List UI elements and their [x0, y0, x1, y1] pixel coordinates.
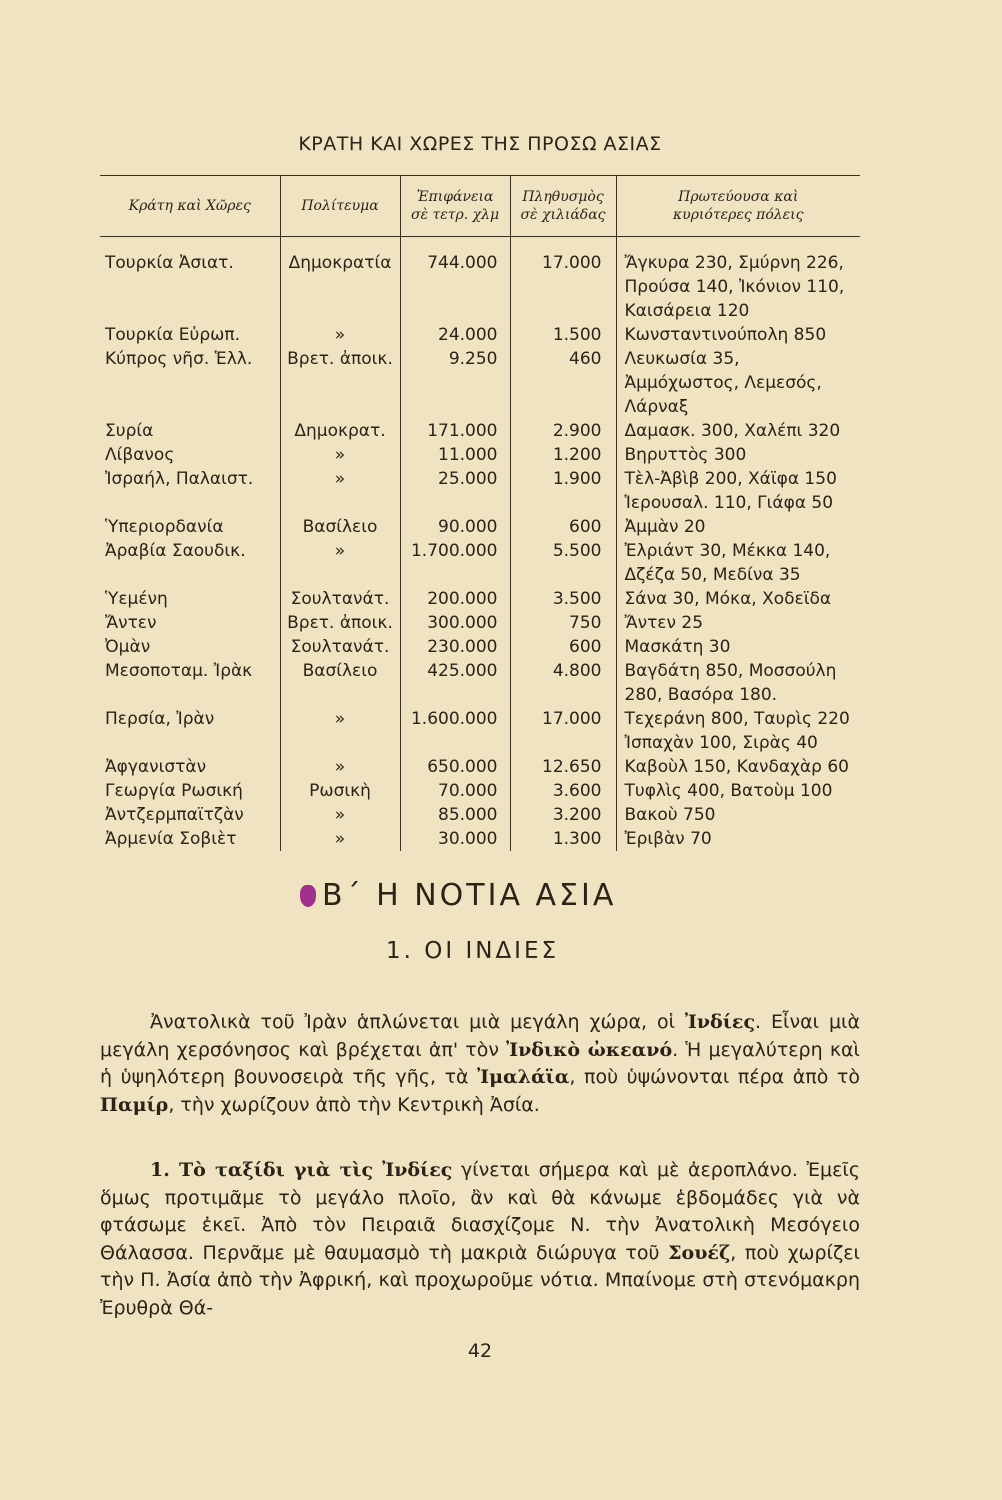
- table-row: [100, 707, 860, 755]
- area-cell: 25.000: [400, 467, 510, 515]
- area-cell: 1.700.000: [400, 539, 510, 587]
- table-row: [100, 659, 860, 707]
- country-cell: Περσία, Ἰρὰν: [105, 709, 215, 729]
- table-row: [100, 587, 860, 611]
- population-cell: 600: [510, 635, 616, 659]
- cities-cell: Λευκωσία 35, Ἀμμόχωστος, Λεμεσός, Λάρναξ: [616, 347, 860, 419]
- country-cell: Ὑπεριορδανία: [105, 517, 224, 537]
- area-cell: 9.250: [400, 347, 510, 419]
- library-stamp-mark: [300, 885, 316, 907]
- cities-cell: Ἀμμὰν 20: [616, 515, 860, 539]
- cities-cell: Τὲλ-Ἀβὶβ 200, Χάϊφα 150 Ἱερουσαλ. 110, Γιάφα 50: [616, 467, 860, 515]
- country-cell: Τουρκία Εὐρωπ.: [105, 325, 241, 345]
- header-area: Ἐπιφάνεια σὲ τετρ. χλμ: [400, 176, 510, 237]
- table-row: [100, 755, 860, 779]
- area-cell: 744.000: [400, 237, 510, 324]
- area-cell: 230.000: [400, 635, 510, 659]
- cities-cell: Τυφλὶς 400, Βατοὺμ 100: [616, 779, 860, 803]
- cities-cell: Ἄντεν 25: [616, 611, 860, 635]
- area-cell: 200.000: [400, 587, 510, 611]
- table-body: [100, 237, 860, 852]
- regime-cell: »: [280, 539, 400, 587]
- paragraph-1: Ἀνατολικὰ τοῦ Ἰρὰν ἁπλώνεται μιὰ μεγάλη χώρα, οἱ Ἰνδίες. Εἶναι μιὰ μεγάλη χερσόνησος καὶ βρέχεται ἀπ' τὸν Ἰνδικὸ ὠκεανό. Ἡ μεγαλύτερη καὶ ἡ ὑψηλότερη βουνοσειρὰ τῆς γῆς, τὰ Ἰμαλάϊα, ποὺ ὑψώνονται πέρα ἀπὸ τὸ Παμίρ, τὴν χωρίζουν ἀπὸ τὴν Κεντρικὴ Ἀσία.: [100, 1011, 860, 1116]
- table-row: [100, 515, 860, 539]
- cities-cell: Κωνσταντινούπολη 850: [616, 323, 860, 347]
- section-title: Β΄ Η ΝΟΤΙΑ ΑΣΙΑ: [300, 878, 700, 913]
- population-cell: 3.600: [510, 779, 616, 803]
- header-country: Κράτη καὶ Χῶρες: [100, 176, 280, 237]
- regime-cell: Βασίλειο: [280, 659, 400, 707]
- population-cell: 1.500: [510, 323, 616, 347]
- population-cell: 12.650: [510, 755, 616, 779]
- population-cell: 4.800: [510, 659, 616, 707]
- area-cell: 85.000: [400, 803, 510, 827]
- population-cell: 1.900: [510, 467, 616, 515]
- country-cell: Ἄντεν: [105, 613, 157, 633]
- regime-cell: »: [280, 827, 400, 851]
- running-title: ΚΡΑΤΗ ΚΑΙ ΧΩΡΕΣ ΤΗΣ ΠΡΟΣΩ ΑΣΙΑΣ: [298, 133, 662, 155]
- area-cell: 70.000: [400, 779, 510, 803]
- cities-cell: Σάνα 30, Μόκα, Χοδεϊδα: [616, 587, 860, 611]
- cities-cell: Τεχεράνη 800, Ταυρὶς 220 Ἰσπαχὰν 100, Σιρὰς 40: [616, 707, 860, 755]
- cities-cell: Καβοὺλ 150, Κανδαχὰρ 60: [616, 755, 860, 779]
- regime-cell: Σουλτανάτ.: [280, 587, 400, 611]
- table-row: [100, 419, 860, 443]
- area-cell: 171.000: [400, 419, 510, 443]
- header-population: Πληθυσμὸς σὲ χιλιάδας: [510, 176, 616, 237]
- subsection-title: 1. ΟΙ ΙΝΔΙΕΣ: [386, 938, 560, 964]
- table-row: [100, 323, 860, 347]
- table-header-row: [100, 176, 860, 237]
- page-number: 42: [467, 1340, 493, 1362]
- regime-cell: »: [280, 443, 400, 467]
- area-cell: 11.000: [400, 443, 510, 467]
- country-cell: Ὀμὰν: [105, 637, 151, 657]
- regime-cell: »: [280, 755, 400, 779]
- table-row: [100, 347, 860, 419]
- population-cell: 460: [510, 347, 616, 419]
- regime-cell: »: [280, 323, 400, 347]
- population-cell: 3.200: [510, 803, 616, 827]
- cities-cell: Ἄγκυρα 230, Σμύρνη 226, Προύσα 140, Ἰκόνιον 110, Καισάρεια 120: [616, 237, 860, 324]
- table-row: [100, 611, 860, 635]
- cities-cell: Ἐλριάντ 30, Μέκκα 140, Δζέζα 50, Μεδίνα 35: [616, 539, 860, 587]
- area-cell: 1.600.000: [400, 707, 510, 755]
- regime-cell: »: [280, 707, 400, 755]
- country-cell: Κύπρος νῆσ. Ἑλλ.: [105, 349, 253, 369]
- cities-cell: Βακοὺ 750: [616, 803, 860, 827]
- cities-cell: Βαγδάτη 850, Μοσσούλη 280, Βασόρα 180.: [616, 659, 860, 707]
- area-cell: 30.000: [400, 827, 510, 851]
- regime-cell: Ρωσικὴ: [280, 779, 400, 803]
- table-row: [100, 237, 860, 324]
- table-row: [100, 635, 860, 659]
- population-cell: 17.000: [510, 707, 616, 755]
- header-cities: Πρωτεύουσα καὶ κυριότερες πόλεις: [616, 176, 860, 237]
- cities-cell: Μασκάτη 30: [616, 635, 860, 659]
- population-cell: 750: [510, 611, 616, 635]
- population-cell: 17.000: [510, 237, 616, 324]
- table-row: [100, 779, 860, 803]
- table-row: [100, 467, 860, 515]
- population-cell: 2.900: [510, 419, 616, 443]
- area-cell: 650.000: [400, 755, 510, 779]
- states-table: [100, 175, 860, 851]
- area-cell: 425.000: [400, 659, 510, 707]
- country-cell: Γεωργία Ρωσική: [105, 781, 243, 801]
- population-cell: 1.300: [510, 827, 616, 851]
- population-cell: 3.500: [510, 587, 616, 611]
- country-cell: Λίβανος: [105, 445, 175, 465]
- area-cell: 90.000: [400, 515, 510, 539]
- country-cell: Ἀρμενία Σοβιὲτ: [105, 829, 237, 849]
- table-row: [100, 539, 860, 587]
- table-row: [100, 803, 860, 827]
- regime-cell: Βρετ. ἀποικ.: [280, 347, 400, 419]
- country-cell: Μεσοποταμ. Ἰρὰκ: [105, 661, 253, 681]
- cities-cell: Δαμασκ. 300, Χαλέπι 320: [616, 419, 860, 443]
- regime-cell: Δημοκρατία: [280, 237, 400, 324]
- table-row: [100, 827, 860, 851]
- regime-cell: Βασίλειο: [280, 515, 400, 539]
- header-regime: Πολίτευμα: [280, 176, 400, 237]
- population-cell: 600: [510, 515, 616, 539]
- country-cell: Ἀντζερμπαϊτζὰν: [105, 805, 244, 825]
- country-cell: Ἰσραήλ, Παλαιστ.: [105, 469, 254, 489]
- cities-cell: Βηρυττὸς 300: [616, 443, 860, 467]
- country-cell: Ἀφγανιστὰν: [105, 757, 207, 777]
- country-cell: Ἀραβία Σαουδικ.: [105, 541, 246, 561]
- population-cell: 1.200: [510, 443, 616, 467]
- area-cell: 300.000: [400, 611, 510, 635]
- paragraph-2: 1. Τὸ ταξίδι γιὰ τὶς Ἰνδίες γίνεται σήμερα καὶ μὲ ἀεροπλάνο. Ἐμεῖς ὅμως προτιμᾶμε τὸ μεγάλο πλοῖο, ἂν καὶ θὰ κάνωμε ἑβδομάδες γιὰ νὰ φτάσωμε ἐκεῖ. Ἀπὸ τὸν Πειραιᾶ διασχίζομε Ν. τὴν Ἀνατολικὴ Μεσόγειο Θάλασσα. Περνᾶμε μὲ θαυμασμὸ τὴ μακριὰ διώρυγα τοῦ Σουέζ, ποὺ χωρίζει τὴν Π. Ἀσία ἀπὸ τὴν Ἀφρική, καὶ προχωροῦμε νότια. Μπαίνομε στὴ στενόμακρη Ἐρυθρὰ Θά-: [100, 1159, 860, 1319]
- regime-cell: Δημοκρατ.: [280, 419, 400, 443]
- country-cell: Τουρκία Ἀσιατ.: [105, 253, 234, 273]
- country-cell: Συρία: [105, 421, 154, 441]
- regime-cell: »: [280, 803, 400, 827]
- regime-cell: Σουλτανάτ.: [280, 635, 400, 659]
- population-cell: 5.500: [510, 539, 616, 587]
- table-row: [100, 443, 860, 467]
- cities-cell: Ἐριβὰν 70: [616, 827, 860, 851]
- regime-cell: Βρετ. ἀποικ.: [280, 611, 400, 635]
- area-cell: 24.000: [400, 323, 510, 347]
- regime-cell: »: [280, 467, 400, 515]
- country-cell: Ὑεμένη: [105, 589, 168, 609]
